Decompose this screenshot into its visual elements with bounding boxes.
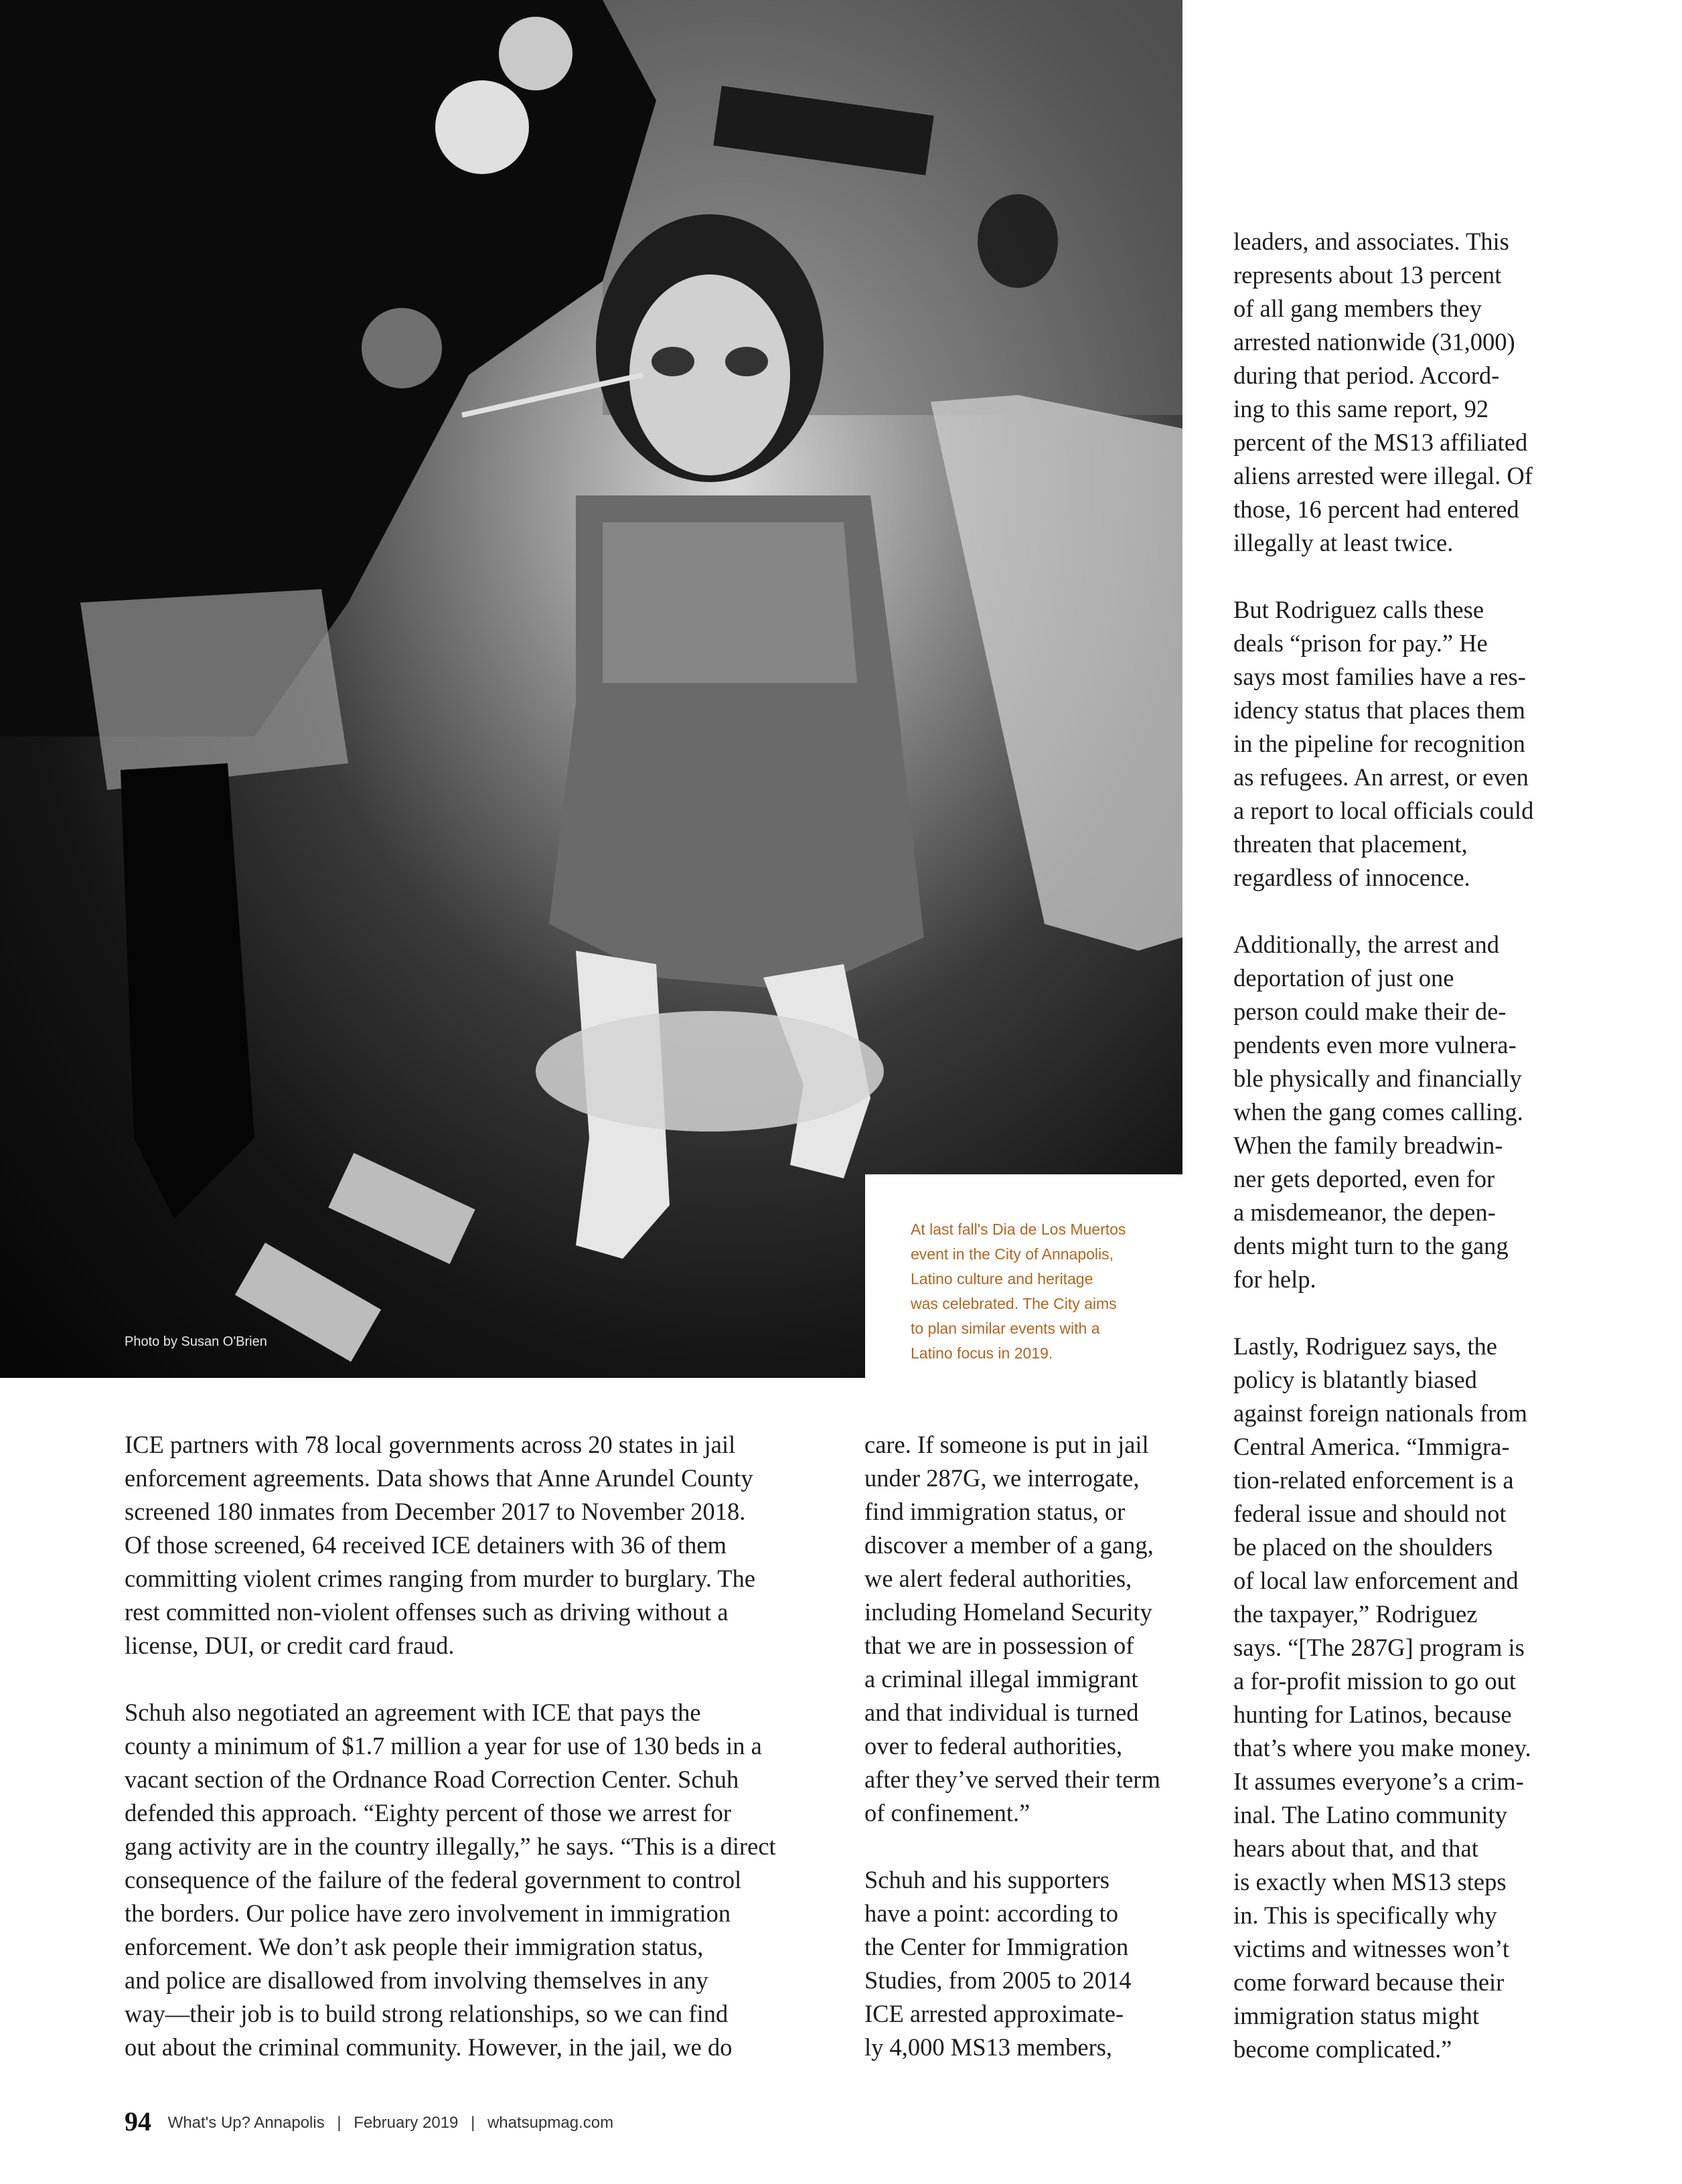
article-text-line: It assumes everyone’s a crim-: [1233, 1768, 1524, 1795]
article-text-line: victims and witnesses won’t: [1233, 1935, 1509, 1962]
article-text-line: over to federal authorities,: [864, 1732, 1123, 1760]
paragraph-gap: [1233, 560, 1568, 593]
article-text-line: ing to this same report, 92: [1233, 395, 1489, 422]
article-text-line: consequence of the failure of the federal government to control: [125, 1866, 742, 1893]
article-text-line: a report to local officials could: [1233, 797, 1534, 824]
article-text-line: says most families have a res-: [1233, 663, 1526, 690]
article-text-line: including Homeland Security: [864, 1598, 1152, 1626]
article-text-line: Schuh also negotiated an agreement with ICE that pays the: [125, 1699, 701, 1726]
photo-caption: [911, 1217, 1165, 1366]
photo-credit: Photo by Susan O'Brien: [125, 1334, 267, 1349]
caption-line: to plan similar events with a: [911, 1320, 1100, 1337]
paragraph-gap: [125, 1662, 814, 1696]
article-text-line: after they’ve served their term: [864, 1766, 1160, 1793]
article-text-line: illegally at least twice.: [1233, 529, 1454, 556]
article-text-line: enforcement. We don’t ask people their immigration status,: [125, 1933, 704, 1960]
article-text-line: those, 16 percent had entered: [1233, 495, 1519, 523]
article-text-line: Schuh and his supporters: [864, 1866, 1110, 1893]
article-text-line: committing violent crimes ranging from murder to burglary. The: [125, 1565, 756, 1592]
article-text-line: find immigration status, or: [864, 1498, 1126, 1525]
article-text-line: Studies, from 2005 to 2014: [864, 1966, 1132, 1994]
article-text-line: tion-related enforcement is a: [1233, 1466, 1514, 1494]
website: whatsupmag.com: [487, 2114, 614, 2132]
article-column-middle: [864, 1428, 1199, 2064]
caption-line: event in the City of Annapolis,: [911, 1245, 1114, 1263]
article-text-line: deals “prison for pay.” He: [1233, 629, 1488, 657]
article-text-line: percent of the MS13 affiliated: [1233, 428, 1528, 456]
article-text-line: ly 4,000 MS13 members,: [864, 2033, 1113, 2061]
article-text-line: out about the criminal community. However, in the jail, we do: [125, 2033, 733, 2061]
article-text-line: ICE arrested approximate-: [864, 2000, 1124, 2027]
article-text-line: leaders, and associates. This: [1233, 228, 1509, 255]
article-text-line: aliens arrested were illegal. Of: [1233, 462, 1533, 489]
article-text-line: pendents even more vulnera-: [1233, 1031, 1517, 1059]
article-text-line: hears about that, and that: [1233, 1835, 1478, 1862]
article-text-line: county a minimum of $1.7 million a year for use of 130 beds in a: [125, 1732, 762, 1760]
article-text-line: as refugees. An arrest, or even: [1233, 763, 1529, 791]
article-text-line: ble physically and financially: [1233, 1065, 1522, 1092]
article-text-line: Of those screened, 64 received ICE detainers with 36 of them: [125, 1531, 727, 1559]
article-text-line: for help.: [1233, 1265, 1316, 1293]
article-text-line: the taxpayer,” Rodriguez: [1233, 1600, 1478, 1628]
page-footer: [125, 2106, 613, 2137]
article-text-line: immigration status might: [1233, 2002, 1480, 2029]
footer-separator: |: [337, 2114, 341, 2132]
article-text-line: a criminal illegal immigrant: [864, 1665, 1138, 1693]
article-text-line: hunting for Latinos, because: [1233, 1701, 1512, 1728]
article-column-left: [125, 1428, 814, 2064]
article-text-line: Central America. “Immigra-: [1233, 1433, 1510, 1460]
article-text-line: deportation of just one: [1233, 964, 1454, 992]
article-text-line: idency status that places them: [1233, 696, 1525, 724]
paragraph-gap: [864, 1830, 1199, 1863]
article-text-line: discover a member of a gang,: [864, 1531, 1154, 1559]
article-text-line: But Rodriguez calls these: [1233, 596, 1484, 623]
article-column-right: [1233, 225, 1568, 2066]
article-text-line: and police are disallowed from involving themselves in any: [125, 1966, 708, 1994]
article-text-line: in. This is specifically why: [1233, 1901, 1497, 1929]
article-text-line: defended this approach. “Eighty percent of those we arrest for: [125, 1799, 732, 1826]
caption-line: At last fall's Dia de Los Muertos: [911, 1221, 1126, 1238]
article-text-line: ICE partners with 78 local governments across 20 states in jail: [125, 1431, 736, 1458]
article-text-line: when the gang comes calling.: [1233, 1098, 1523, 1125]
article-text-line: says. “[The 287G] program is: [1233, 1634, 1525, 1661]
paragraph-gap: [1233, 1296, 1568, 1330]
article-text-line: license, DUI, or credit card fraud.: [125, 1632, 455, 1659]
caption-line: Latino culture and heritage: [911, 1270, 1093, 1288]
article-text-line: represents about 13 percent: [1233, 261, 1502, 289]
article-text-line: and that individual is turned: [864, 1699, 1139, 1726]
article-text-line: vacant section of the Ordnance Road Correction Center. Schuh: [125, 1766, 739, 1793]
article-text-line: we alert federal authorities,: [864, 1565, 1132, 1592]
article-text-line: of local law enforcement and: [1233, 1567, 1519, 1594]
feature-photo: [0, 0, 1182, 1378]
article-text-line: inal. The Latino community: [1233, 1801, 1507, 1828]
article-text-line: a for-profit mission to go out: [1233, 1667, 1517, 1695]
article-text-line: the Center for Immigration: [864, 1933, 1129, 1960]
article-text-line: screened 180 inmates from December 2017 to November 2018.: [125, 1498, 746, 1525]
article-text-line: during that period. Accord-: [1233, 362, 1500, 389]
article-text-line: rest committed non-violent offenses such as driving without a: [125, 1598, 729, 1626]
article-text-line: dents might turn to the gang: [1233, 1232, 1509, 1259]
article-text-line: arrested nationwide (31,000): [1233, 328, 1515, 356]
article-text-line: become complicated.”: [1233, 2035, 1452, 2063]
article-text-line: that’s where you make money.: [1233, 1734, 1531, 1762]
article-text-line: come forward because their: [1233, 1968, 1505, 1996]
article-text-line: gang activity are in the country illegally,” he says. “This is a direct: [125, 1832, 776, 1860]
article-text-line: threaten that placement,: [1233, 830, 1468, 858]
article-text-line: is exactly when MS13 steps: [1233, 1868, 1507, 1895]
paragraph-gap: [1233, 894, 1568, 928]
article-text-line: be placed on the shoulders: [1233, 1533, 1493, 1561]
caption-line: Latino focus in 2019.: [911, 1344, 1053, 1362]
article-text-line: the borders. Our police have zero involvement in immigration: [125, 1899, 731, 1927]
article-text-line: against foreign nationals from: [1233, 1399, 1527, 1427]
photo-illustration: [0, 0, 1182, 1378]
article-text-line: a misdemeanor, the depen-: [1233, 1198, 1496, 1226]
article-text-line: ner gets deported, even for: [1233, 1165, 1495, 1192]
article-text-line: that we are in possession of: [864, 1632, 1134, 1659]
article-text-line: person could make their de-: [1233, 998, 1507, 1025]
article-text-line: in the pipeline for recognition: [1233, 730, 1525, 757]
article-text-line: way—their job is to build strong relationships, so we can find: [125, 2000, 729, 2027]
article-text-line: regardless of innocence.: [1233, 864, 1470, 891]
issue-date: February 2019: [354, 2114, 459, 2132]
article-text-line: Additionally, the arrest and: [1233, 931, 1499, 958]
caption-line: was celebrated. The City aims: [911, 1295, 1117, 1312]
footer-separator: |: [471, 2114, 475, 2132]
article-text-line: of confinement.”: [864, 1799, 1030, 1826]
article-text-line: of all gang members they: [1233, 295, 1482, 322]
article-text-line: under 287G, we interrogate,: [864, 1464, 1140, 1492]
page-number: 94: [125, 2106, 151, 2136]
article-text-line: federal issue and should not: [1233, 1500, 1507, 1527]
publication-name: What's Up? Annapolis: [167, 2114, 325, 2132]
article-text-line: care. If someone is put in jail: [864, 1431, 1149, 1458]
article-text-line: Lastly, Rodriguez says, the: [1233, 1332, 1497, 1360]
article-text-line: When the family breadwin-: [1233, 1132, 1503, 1159]
article-text-line: policy is blatantly biased: [1233, 1366, 1477, 1393]
article-text-line: enforcement agreements. Data shows that Anne Arundel County: [125, 1464, 753, 1492]
article-text-line: have a point: according to: [864, 1899, 1119, 1927]
